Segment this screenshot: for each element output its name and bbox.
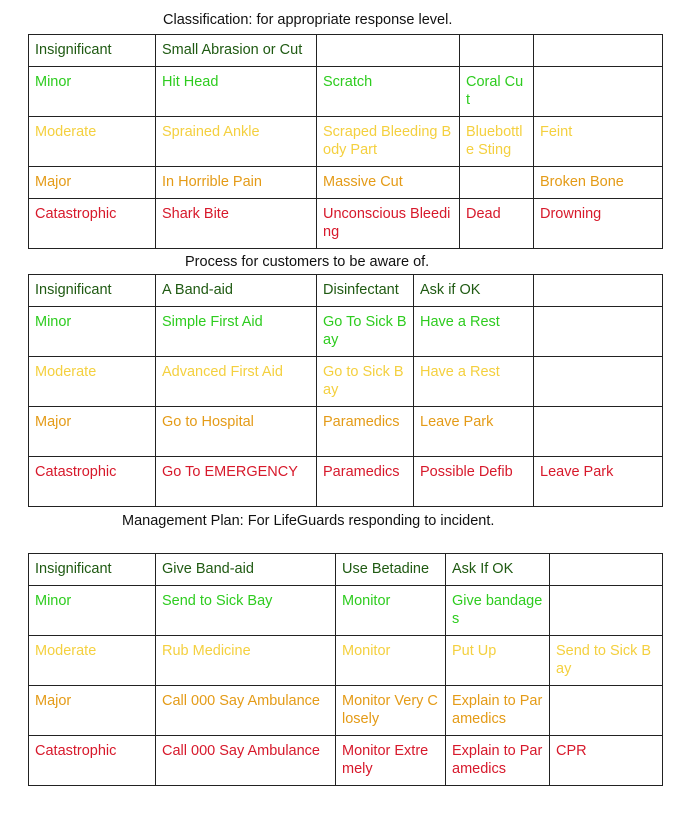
table-cell: Go to Sick Bay [317,357,414,407]
table-cell: Disinfectant [317,275,414,307]
table-cell: Scraped Bleeding Body Part [317,117,460,167]
table-cell: CPR [550,736,663,786]
severity-label: Insignificant [29,275,156,307]
table-cell: Small Abrasion or Cut [156,35,317,67]
table-cell: Drowning [534,199,663,249]
table-cell: Monitor [336,586,446,636]
process-table [28,274,663,507]
table-cell: Possible Defib [414,457,534,507]
table-cell: Dead [460,199,534,249]
table-row [29,736,663,786]
table-cell: Put Up [446,636,550,686]
table-cell [534,307,663,357]
process-title: Process for customers to be aware of. [185,254,430,270]
table-row [29,686,663,736]
table-row [29,586,663,636]
table-cell: Shark Bite [156,199,317,249]
table-row [29,35,663,67]
table-cell [534,35,663,67]
severity-label: Insignificant [29,35,156,67]
table-cell: In Horrible Pain [156,167,317,199]
severity-label: Major [29,686,156,736]
severity-label: Minor [29,67,156,117]
table-cell: Rub Medicine [156,636,336,686]
table-cell [317,35,460,67]
table-cell: Leave Park [414,407,534,457]
severity-label: Moderate [29,117,156,167]
table-cell [460,35,534,67]
table-cell: Paramedics [317,407,414,457]
table-cell: Bluebottle Sting [460,117,534,167]
table-cell: Unconscious Bleeding [317,199,460,249]
table-cell: Give Band-aid [156,554,336,586]
table-row [29,275,663,307]
table-row [29,67,663,117]
table-cell: Broken Bone [534,167,663,199]
table-cell: Massive Cut [317,167,460,199]
severity-label: Catastrophic [29,457,156,507]
severity-label: Minor [29,307,156,357]
severity-label: Catastrophic [29,199,156,249]
management-title: Management Plan: For LifeGuards responding to incident. [122,513,495,529]
table-cell [550,554,663,586]
table-cell: Advanced First Aid [156,357,317,407]
table-cell [534,67,663,117]
table-cell: Scratch [317,67,460,117]
severity-label: Minor [29,586,156,636]
table-cell [534,407,663,457]
table-cell: Send to Sick Bay [156,586,336,636]
table-cell: Paramedics [317,457,414,507]
table-row [29,357,663,407]
table-cell [534,357,663,407]
table-cell: Have a Rest [414,307,534,357]
table-cell: Ask If OK [446,554,550,586]
table-cell: Explain to Paramedics [446,736,550,786]
table-cell: Go To EMERGENCY [156,457,317,507]
table-cell [460,167,534,199]
table-cell [550,686,663,736]
table-cell: Send to Sick Bay [550,636,663,686]
table-cell: Call 000 Say Ambulance [156,686,336,736]
table-cell: Monitor Very Closely [336,686,446,736]
table-cell: Use Betadine [336,554,446,586]
management-table [28,553,663,786]
table-cell: Coral Cut [460,67,534,117]
table-cell: Give bandages [446,586,550,636]
table-cell: Have a Rest [414,357,534,407]
severity-label: Moderate [29,636,156,686]
table-row [29,636,663,686]
classification-title: Classification: for appropriate response level. [163,12,453,28]
table-cell: Leave Park [534,457,663,507]
table-cell [550,586,663,636]
classification-table [28,34,663,249]
severity-label: Insignificant [29,554,156,586]
severity-label: Major [29,407,156,457]
severity-label: Catastrophic [29,736,156,786]
table-cell: Feint [534,117,663,167]
table-row [29,167,663,199]
table-cell: Sprained Ankle [156,117,317,167]
table-row [29,117,663,167]
table-row [29,457,663,507]
table-cell: Go To Sick Bay [317,307,414,357]
table-cell: Monitor [336,636,446,686]
table-row [29,407,663,457]
table-cell: Hit Head [156,67,317,117]
table-row [29,554,663,586]
table-row [29,307,663,357]
table-cell: Monitor Extremely [336,736,446,786]
severity-label: Moderate [29,357,156,407]
table-cell: A Band-aid [156,275,317,307]
table-cell: Call 000 Say Ambulance [156,736,336,786]
table-cell: Simple First Aid [156,307,317,357]
table-row [29,199,663,249]
table-cell: Go to Hospital [156,407,317,457]
table-cell: Explain to Paramedics [446,686,550,736]
table-cell [534,275,663,307]
severity-label: Major [29,167,156,199]
table-cell: Ask if OK [414,275,534,307]
